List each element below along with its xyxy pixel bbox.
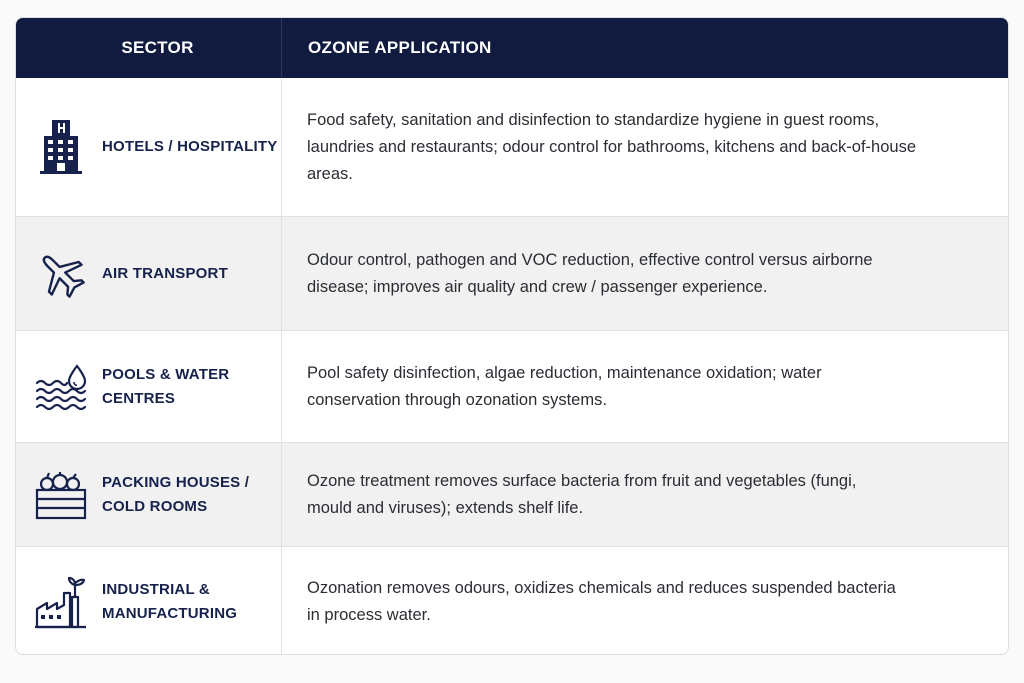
- application-text: Ozonation removes odours, oxidizes chemicals and reduces suspended bacteria in process water.: [307, 578, 896, 624]
- application-cell: [282, 78, 1008, 216]
- table-row: [16, 216, 1008, 330]
- sector-cell: [16, 443, 282, 546]
- sector-label: PACKING HOUSES / COLD ROOMS: [102, 473, 250, 515]
- application-text: Odour control, pathogen and VOC reduction, effective control versus airborne disease; improves air quality and crew / passenger experience.: [307, 250, 873, 296]
- table-row: [16, 330, 1008, 442]
- header-application: OZONE APPLICATION: [308, 38, 492, 57]
- ozone-applications-table: [15, 17, 1009, 655]
- sector-cell: [16, 547, 282, 655]
- table-header: [16, 18, 1008, 78]
- sector-label: INDUSTRIAL & MANUFACTURING: [102, 580, 238, 622]
- table-row: [16, 546, 1008, 655]
- header-sector: SECTOR: [16, 18, 282, 78]
- application-cell: [282, 443, 1008, 546]
- application-cell: [282, 331, 1008, 442]
- application-text: Food safety, sanitation and disinfection to standardize hygiene in guest rooms, laundries and restaurants; odour control for bathrooms, kitchens and back-of-house areas.: [307, 110, 917, 183]
- produce-crate-icon: [34, 465, 88, 525]
- sector-label: HOTELS / HOSPITALITY: [102, 138, 278, 155]
- sector-cell: [16, 78, 282, 216]
- application-cell: [282, 217, 1008, 330]
- hotel-building-icon: [34, 117, 88, 177]
- sector-cell: [16, 331, 282, 442]
- table-row: [16, 442, 1008, 546]
- application-text: Pool safety disinfection, algae reduction, maintenance oxidation; water conservation through ozonation systems.: [307, 363, 822, 409]
- factory-icon: [34, 572, 88, 632]
- airplane-icon: [34, 244, 88, 304]
- application-cell: [282, 547, 1008, 655]
- table-row: [16, 78, 1008, 216]
- sector-cell: [16, 217, 282, 330]
- water-waves-icon: [34, 357, 88, 417]
- sector-label: POOLS & WATER CENTRES: [102, 365, 230, 407]
- application-text: Ozone treatment removes surface bacteria from fruit and vegetables (fungi, mould and viruses); extends shelf life.: [307, 471, 857, 517]
- sector-label: AIR TRANSPORT: [102, 264, 228, 282]
